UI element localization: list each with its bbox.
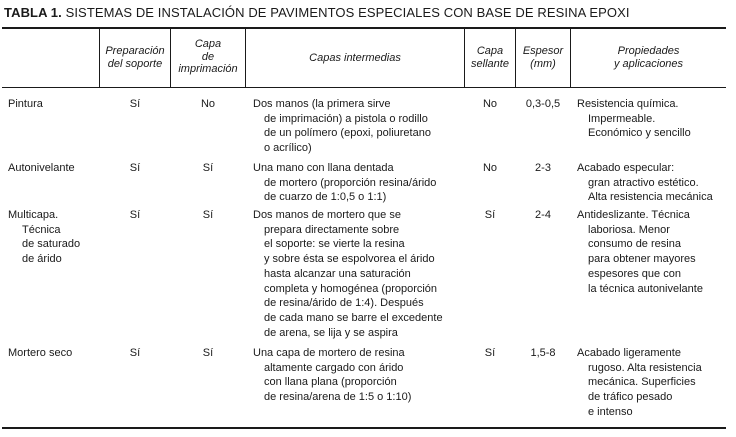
text-line: Resistencia química.	[577, 98, 679, 110]
text-line: laboriosa. Menor	[588, 223, 670, 236]
header-line: y aplicaciones	[613, 57, 684, 70]
header-line: Propiedades	[617, 45, 680, 57]
text-line: Una mano con llana dentada	[253, 162, 394, 174]
top-rule	[2, 27, 726, 29]
text-line: Alta resistencia mecánica	[588, 191, 713, 204]
system-name: Autonivelante	[8, 162, 75, 174]
text-line: hasta alcanzar una saturación	[264, 267, 411, 280]
text-line: de arena, se lija y se aspira	[264, 326, 398, 339]
text-line: de tráfico pesado	[588, 391, 673, 404]
system-name: Técnica	[22, 223, 61, 236]
text-line: o acrílico)	[264, 142, 312, 155]
header-line: (mm)	[530, 57, 556, 70]
header-propiedades	[571, 45, 726, 70]
text-line: el soporte: se vierte la resina	[264, 238, 405, 251]
text-line: para obtener mayores	[588, 253, 696, 266]
text-line: completa y homogénea (proporción	[264, 282, 438, 295]
imprim-cell: No	[200, 98, 216, 110]
text-line: de resina/arena de 1:5 o 1:10)	[264, 391, 412, 404]
text-line: rugoso. Alta resistencia	[588, 361, 702, 374]
prep-cell: Sí	[129, 162, 141, 174]
system-cell	[8, 208, 98, 267]
header-imprimacion	[171, 38, 245, 76]
header-preparacion	[100, 45, 170, 70]
system-name: de árido	[22, 253, 62, 266]
system-cell	[8, 161, 98, 176]
table-title	[4, 5, 630, 20]
text-line: espesores que con	[588, 267, 681, 280]
text-line: Antideslizante. Técnica	[577, 209, 690, 221]
text-line: Impermeable.	[588, 112, 656, 125]
system-name: Multicapa.	[8, 209, 59, 221]
text-line: de cada mano se barre el excedente	[264, 311, 443, 324]
sellante-cell: No	[482, 98, 498, 110]
header-line: Capa	[476, 45, 504, 57]
header-line: imprimación	[178, 63, 238, 75]
header-line: Preparación	[105, 45, 165, 57]
imprim-cell: Sí	[202, 162, 214, 174]
text-line: Acabado ligeramente	[577, 347, 681, 359]
imprim-cell: Sí	[202, 209, 214, 221]
text-line: Acabado especular:	[577, 162, 675, 174]
header-line: Espesor	[522, 45, 564, 57]
intermedias-cell	[253, 346, 465, 405]
text-line: con llana plana (proporción	[264, 376, 397, 389]
bottom-rule	[2, 427, 726, 429]
text-line: de resina/árido de 1:4). Después	[264, 297, 424, 310]
system-name: de saturado	[22, 238, 81, 251]
propiedades-cell	[577, 97, 727, 141]
intermedias-cell	[253, 97, 465, 156]
text-line: de imprimación) a pistola o rodillo	[264, 112, 428, 125]
text-line: la técnica autonivelante	[588, 282, 703, 295]
text-line: de un polímero (epoxi, poliuretano	[264, 127, 431, 140]
text-line: prepara directamente sobre	[264, 223, 400, 236]
header-line: de	[201, 50, 215, 63]
text-line: gran atractivo estético.	[588, 176, 699, 189]
espesor-cell: 2-3	[535, 162, 551, 174]
prep-cell: Sí	[129, 209, 141, 221]
sellante-cell: Sí	[484, 347, 496, 359]
text-line: altamente cargado con árido	[264, 361, 404, 374]
intermedias-cell	[253, 161, 465, 205]
header-line: Capa	[194, 38, 222, 50]
header-espesor	[516, 45, 570, 70]
text-line: Económico y sencillo	[588, 127, 691, 140]
imprim-cell: Sí	[202, 347, 214, 359]
header-rule	[2, 87, 726, 88]
text-line: mecánica. Superficies	[588, 376, 696, 389]
text-line: Dos manos (la primera sirve	[253, 98, 391, 110]
table-title-label: TABLA 1.	[4, 5, 62, 20]
system-name: Mortero seco	[8, 347, 73, 359]
text-line: Una capa de mortero de resina	[253, 347, 405, 359]
propiedades-cell	[577, 346, 727, 420]
table-title-text: SISTEMAS DE INSTALACIÓN DE PAVIMENTOS ESPECIALES CON BASE DE RESINA EPOXI	[61, 5, 630, 20]
header-line: sellante	[471, 57, 509, 70]
propiedades-cell	[577, 161, 727, 205]
intermedias-cell	[253, 208, 465, 340]
system-cell	[8, 346, 98, 361]
header-line: Capas intermedias	[309, 52, 401, 64]
propiedades-cell	[577, 208, 727, 296]
text-line: de mortero (proporción resina/árido	[264, 176, 437, 189]
espesor-cell: 1,5-8	[530, 347, 556, 359]
prep-cell: Sí	[129, 98, 141, 110]
sellante-cell: No	[482, 162, 498, 174]
espesor-cell: 2-4	[535, 209, 551, 221]
header-line: del soporte	[107, 57, 163, 70]
text-line: e intenso	[588, 405, 633, 418]
sellante-cell: Sí	[484, 209, 496, 221]
system-name: Pintura	[8, 98, 43, 110]
system-cell	[8, 97, 98, 112]
espesor-cell: 0,3-0,5	[525, 98, 561, 110]
header-capa-sellante	[465, 45, 515, 70]
text-line: y sobre ésta se espolvorea el árido	[264, 253, 435, 266]
prep-cell: Sí	[129, 347, 141, 359]
text-line: de cuarzo de 1:0,5 o 1:1)	[264, 191, 387, 204]
text-line: consumo de resina	[588, 238, 681, 251]
header-capas-intermedias	[246, 52, 464, 65]
text-line: Dos manos de mortero que se	[253, 209, 401, 221]
